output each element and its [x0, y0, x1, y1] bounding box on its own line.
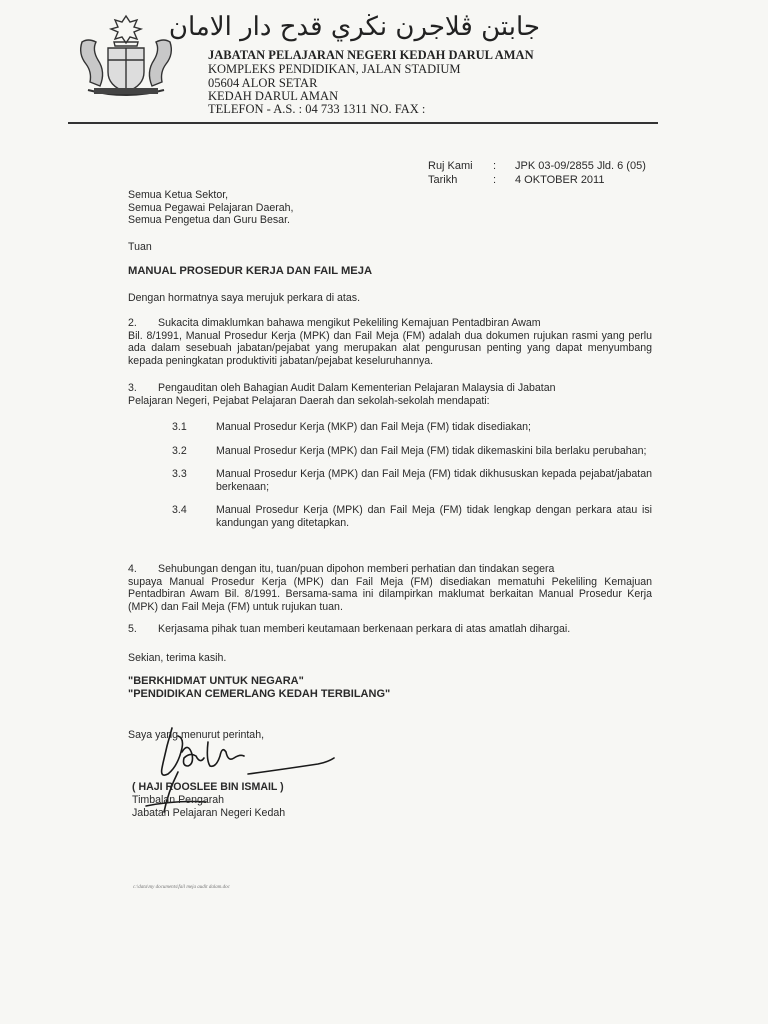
paragraph-4 — [128, 563, 652, 613]
item-text: Manual Prosedur Kerja (MPK) dan Fail Meja (FM) tidak dikhususkan kepada pejabat/jabatan berkenaan; — [216, 468, 652, 493]
paragraph-body: Bil. 8/1991, Manual Prosedur Kerja (MPK) dan Fail Meja (FM) adalah dua dokumen rujukan rasmi yang perlu ada dalam sesebuah jabatan/pejabat yang merupakan alat pengurusan penting yang dapat menyumbang kepada peningkatan produktiviti jabatan/pejabat keseluruhannya. — [128, 329, 652, 367]
item-text: Manual Prosedur Kerja (MPK) dan Fail Meja (FM) tidak dikemaskini bila berlaku perubahan; — [216, 444, 647, 457]
motto-1: "BERKHIDMAT UNTUK NEGARA" — [128, 675, 304, 687]
signatory-office: Jabatan Pelajaran Negeri Kedah — [132, 807, 286, 819]
subject-line: MANUAL PROSEDUR KERJA DAN FAIL MEJA — [128, 265, 373, 277]
item-number: 3.4 — [172, 504, 187, 517]
date-separator: : — [493, 174, 497, 186]
item-text: Manual Prosedur Kerja (MKP) dan Fail Meja (FM) tidak disediakan; — [216, 421, 531, 433]
paragraph-number: 2. — [128, 317, 137, 329]
department-name: JABATAN PELAJARAN NEGERI KEDAH DARUL AMAN — [208, 48, 534, 62]
address-line-1: KOMPLEKS PENDIDIKAN, JALAN STADIUM — [208, 62, 461, 76]
coat-of-arms-icon — [70, 12, 182, 98]
recipient-list — [128, 189, 293, 227]
sign-off: Saya yang menurut perintah, — [128, 729, 265, 741]
paragraph-body: Kerjasama pihak tuan memberi keutamaan berkenaan perkara di atas amatlah dihargai. — [158, 623, 571, 635]
ref-separator: : — [493, 160, 497, 172]
phone-line: TELEFON - A.S. : 04 733 1311 NO. FAX : — [208, 102, 426, 116]
paragraph-number: 3. — [128, 382, 137, 394]
paragraph-number: 5. — [128, 623, 137, 635]
signatory-name: ( HAJI ROOSLEE BIN ISMAIL ) — [132, 781, 284, 793]
ref-value: JPK 03-09/2855 Jld. 6 (05) — [515, 160, 646, 172]
paragraph-3 — [128, 382, 652, 407]
salutation: Tuan — [128, 241, 152, 253]
recipient-line: Semua Pengetua dan Guru Besar. — [128, 214, 290, 227]
item-number: 3.1 — [172, 421, 187, 433]
paragraph-2 — [128, 317, 652, 367]
list-item — [172, 421, 652, 434]
list-item — [172, 445, 652, 458]
intro-paragraph: Dengan hormatnya saya merujuk perkara di atas. — [128, 292, 361, 304]
signatory-title: Timbalan Pengarah — [132, 794, 225, 806]
closing-line: Sekian, terima kasih. — [128, 652, 227, 664]
list-item — [172, 468, 652, 493]
paragraph-body: supaya Manual Prosedur Kerja (MPK) dan Fail Meja (FM) disediakan mematuhi Pekeliling Kemajuan Pentadbiran Awam Bil. 8/1991. Bersama-sama ini dilampirkan maklumat berkaitan Manual Prosedur Kerja (MPK) dan Fail Meja (FM) untuk rujukan tuan. — [128, 575, 652, 613]
paragraph-body: Pelajaran Negeri, Pejabat Pelajaran Daerah dan sekolah-sekolah mendapati: — [128, 394, 490, 407]
recipient-line: Semua Ketua Sektor, — [128, 189, 229, 201]
paragraph-first-line: Sukacita dimaklumkan bahawa mengikut Pekeliling Kemajuan Pentadbiran Awam — [158, 317, 541, 329]
paragraph-number: 4. — [128, 563, 137, 575]
header-divider — [68, 122, 658, 124]
item-text: Manual Prosedur Kerja (MPK) dan Fail Meja (FM) tidak lengkap dengan perkara atau isi kandungan yang ditetapkan. — [216, 504, 652, 529]
paragraph-first-line: Sehubungan dengan itu, tuan/puan dipohon memberi perhatian dan tindakan segera — [158, 563, 555, 575]
date-value: 4 OKTOBER 2011 — [515, 174, 605, 186]
paragraph-5 — [128, 623, 652, 636]
motto-2: "PENDIDIKAN CEMERLANG KEDAH TERBILANG" — [128, 688, 391, 700]
date-label: Tarikh — [428, 174, 458, 186]
item-number: 3.2 — [172, 444, 187, 457]
paragraph-first-line: Pengauditan oleh Bahagian Audit Dalam Kementerian Pelajaran Malaysia di Jabatan — [158, 382, 556, 394]
item-number: 3.3 — [172, 468, 187, 481]
recipient-line: Semua Pegawai Pelajaran Daerah, — [128, 201, 294, 214]
file-path: c:\data\my documents\fail meja audit dalam.doc — [133, 885, 230, 890]
list-item — [172, 504, 652, 529]
jawi-header: جابتن ڤلاجرن نڬري قدح دار الامان — [168, 12, 540, 42]
ref-label: Ruj Kami — [428, 160, 473, 172]
findings-list — [172, 421, 652, 530]
address-line-2: 05604 ALOR SETAR — [208, 76, 318, 90]
address-line-3: KEDAH DARUL AMAN — [208, 89, 339, 103]
